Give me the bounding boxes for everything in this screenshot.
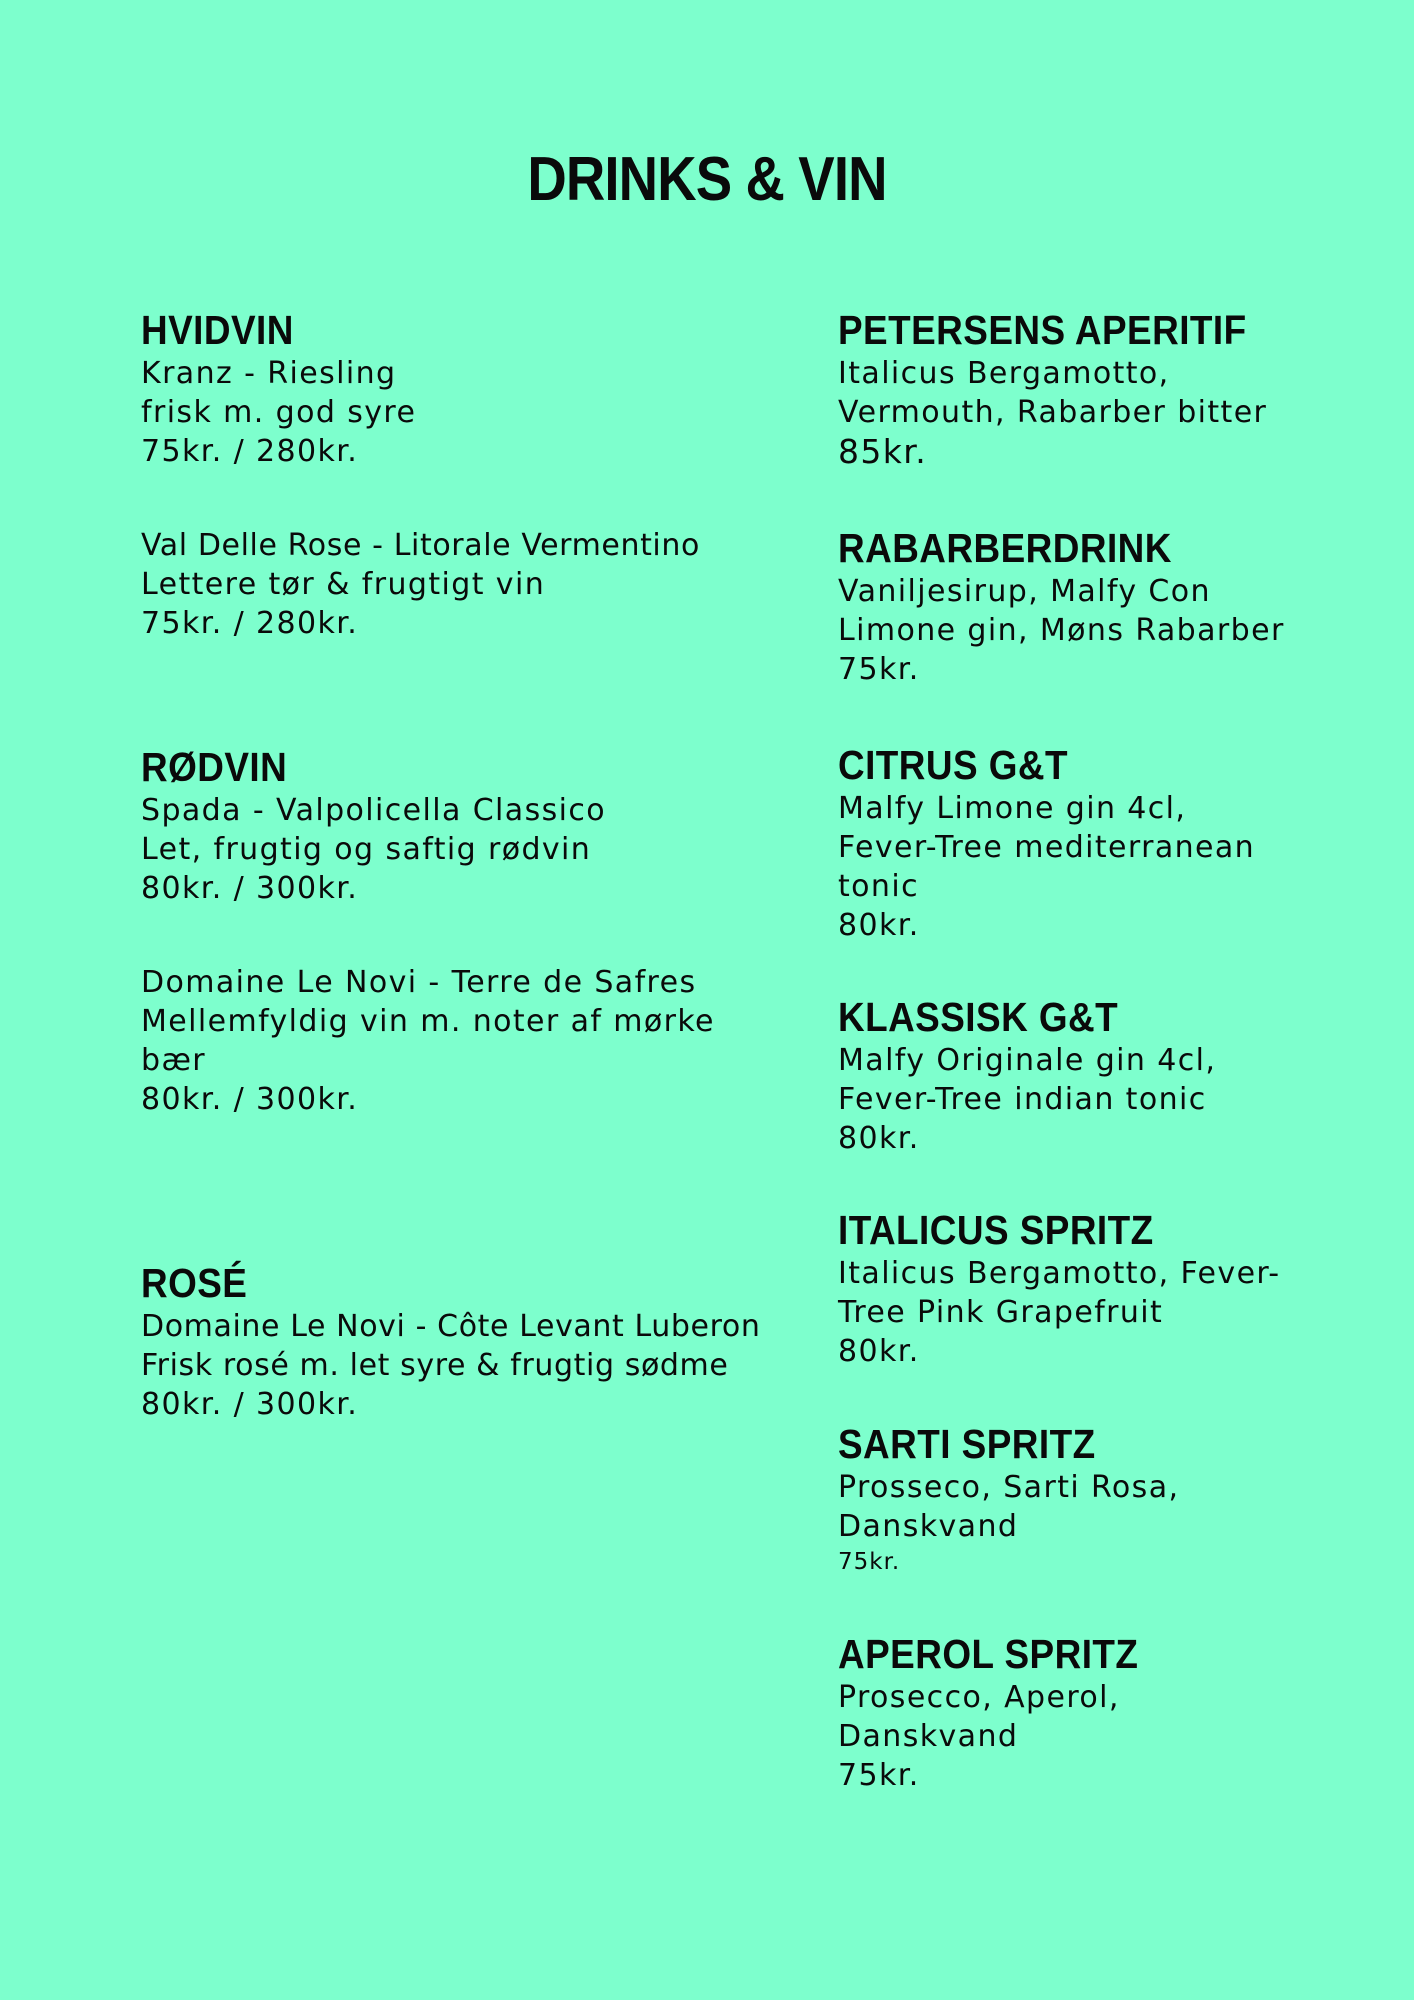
drink-ingredients: Italicus Bergamotto, [838, 356, 1170, 391]
drink-price: 75kr. [838, 1758, 920, 1793]
drink-price: 80kr. [838, 1334, 920, 1369]
drink-klassisk-gt [838, 993, 1414, 1158]
drink-citrus-gt [838, 741, 1414, 945]
wine-price: 80kr. / 300kr. [141, 871, 359, 906]
drink-heading: CITRUS G&T [838, 742, 1068, 788]
drink-ingredients-continued: Limone gin, Møns Rabarber [838, 613, 1285, 648]
wine-description: Frisk rosé m. let syre & frugtig sødme [141, 1348, 729, 1383]
wine-price: 80kr. / 300kr. [141, 1082, 359, 1117]
wine-name: Domaine Le Novi - Terre de Safres [141, 965, 697, 1000]
section-hvidvin [141, 306, 801, 471]
drink-ingredients-continued: Tree Pink Grapefruit [838, 1295, 1164, 1330]
drink-price: 75kr. [838, 1549, 901, 1575]
wine-item-terre-de-safres [141, 963, 801, 1119]
wine-price: 75kr. / 280kr. [141, 606, 359, 641]
wine-name: Val Delle Rose - Litorale Vermentino [141, 528, 700, 563]
wine-name: Kranz - Riesling [141, 356, 397, 391]
drink-heading: KLASSISK G&T [838, 994, 1119, 1040]
drink-heading: RABARBERDRINK [838, 525, 1172, 571]
drink-ingredients-continued: tonic [838, 869, 919, 904]
drink-ingredients: Malfy Originale gin 4cl, [838, 1043, 1217, 1078]
drink-petersens-aperitif [838, 306, 1414, 471]
drink-ingredients: Prosecco, Aperol, [838, 1680, 1120, 1715]
drink-ingredients: Prosseco, Sarti Rosa, [838, 1470, 1180, 1505]
drink-heading: APEROL SPRITZ [838, 1631, 1139, 1677]
drink-heading: SARTI SPRITZ [838, 1421, 1096, 1467]
drink-rabarberdrink [838, 524, 1414, 689]
wine-description-continued: bær [141, 1043, 207, 1078]
wine-name: Domaine Le Novi - Côte Levant Luberon [141, 1309, 761, 1344]
drink-price: 80kr. [838, 1121, 920, 1156]
drink-ingredients-continued: Vermouth, Rabarber bitter [838, 395, 1268, 430]
wine-description: Let, frugtig og saftig rødvin [141, 832, 592, 867]
drink-aperol-spritz [838, 1630, 1414, 1795]
section-heading-rodvin: RØDVIN [141, 744, 288, 790]
section-rodvin [141, 743, 801, 908]
drink-price: 75kr. [838, 652, 920, 687]
page-title: DRINKS & VIN [527, 145, 887, 214]
drink-heading: PETERSENS APERITIF [838, 307, 1247, 353]
drink-ingredients: Malfy Limone gin 4cl, [838, 791, 1187, 826]
drink-ingredients: Italicus Bergamotto, Fever- [838, 1256, 1281, 1291]
wine-description: frisk m. god syre [141, 395, 417, 430]
wine-description: Mellemfyldig vin m. noter af mørke [141, 1004, 715, 1039]
drink-ingredients-continued: Danskvand [838, 1719, 1019, 1754]
section-rose [141, 1259, 801, 1424]
drink-ingredients-continued: Danskvand [838, 1509, 1019, 1544]
drink-ingredients-continued: Fever-Tree indian tonic [838, 1082, 1207, 1117]
section-heading-hvidvin: HVIDVIN [141, 307, 294, 353]
drink-sarti-spritz [838, 1420, 1414, 1578]
section-heading-rose: ROSÉ [141, 1260, 248, 1306]
drink-price: 85kr. [838, 432, 928, 471]
drink-heading: ITALICUS SPRITZ [838, 1207, 1154, 1253]
wine-item-val-delle-rose [141, 526, 801, 643]
wine-description: Lettere tør & frugtigt vin [141, 567, 546, 602]
drink-italicus-spritz [838, 1206, 1414, 1371]
wine-name: Spada - Valpolicella Classico [141, 793, 607, 828]
wine-price: 75kr. / 280kr. [141, 434, 359, 469]
drink-ingredients: Vaniljesirup, Malfy Con [838, 574, 1211, 609]
wine-price: 80kr. / 300kr. [141, 1387, 359, 1422]
drink-price: 80kr. [838, 908, 920, 943]
drink-ingredients-continued: Fever-Tree mediterranean [838, 830, 1256, 865]
